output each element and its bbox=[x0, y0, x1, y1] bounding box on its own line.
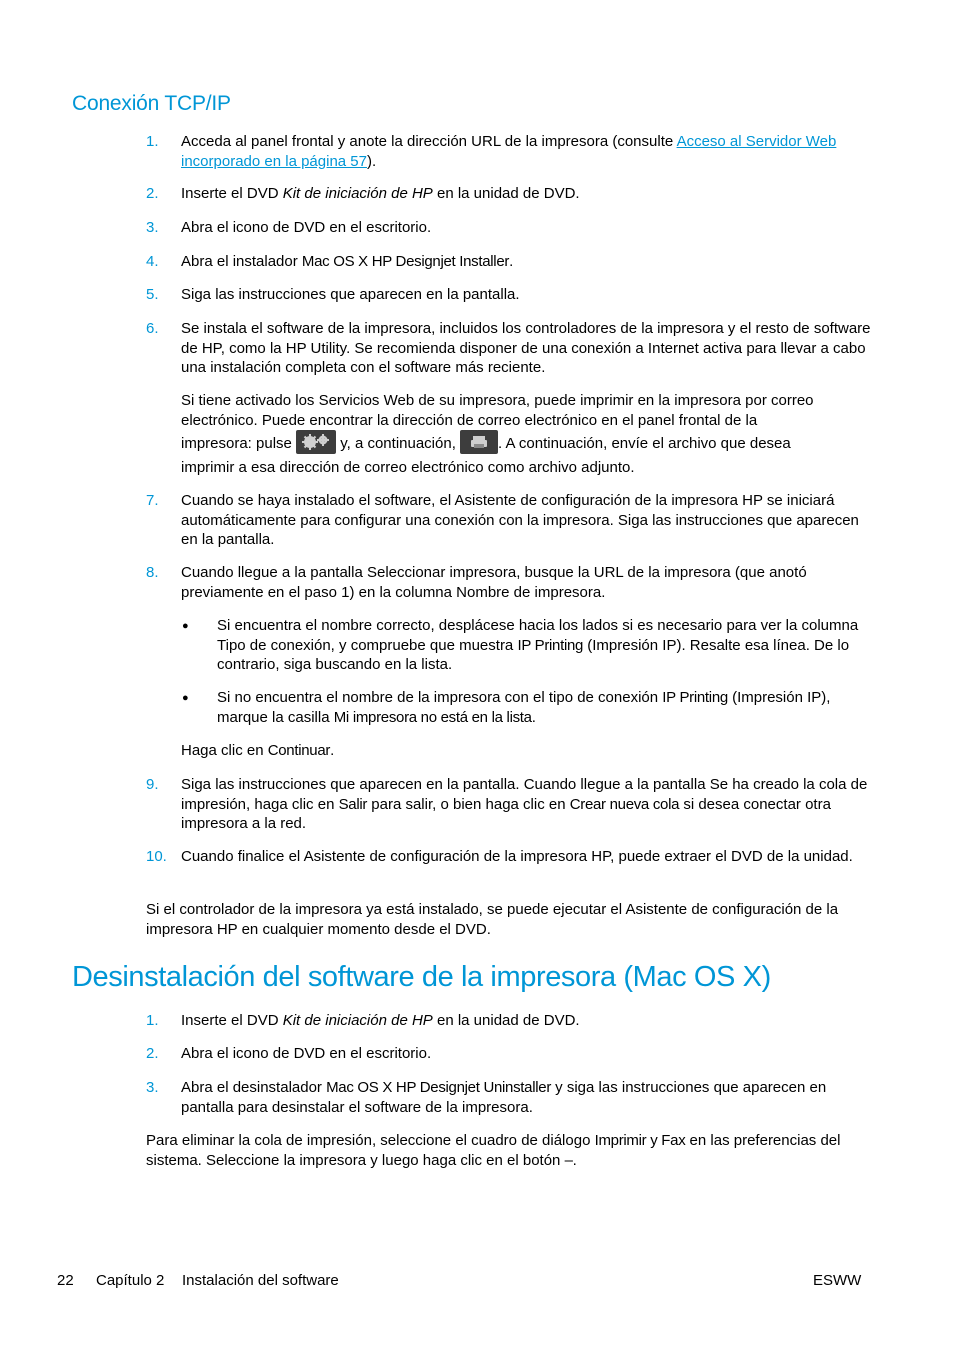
step-text: Abra el desinstalador Mac OS X HP Designjet Uninstaller y siga las instrucciones que aparecen en pantalla para desinstalar el software de la impresora. bbox=[181, 1079, 827, 1116]
step-text: Siga las instrucciones que aparecen en la pantalla. bbox=[181, 286, 520, 303]
step-text: Abra el icono de DVD en el escritorio. bbox=[181, 219, 432, 236]
step-number: 2. bbox=[146, 185, 159, 202]
bullet: ● bbox=[182, 692, 189, 704]
step-text: Cuando llegue a la pantalla Seleccionar impresora, busque la URL de la impresora (que anotó previamente en el paso 1) en la columna Nombre de impresora. bbox=[181, 564, 807, 601]
step-text: Inserte el DVD Kit de iniciación de HP en la unidad de DVD. bbox=[181, 1012, 580, 1029]
step-text: Abra el instalador Mac OS X HP Designjet Installer. bbox=[181, 253, 514, 270]
ui-term: Salir bbox=[338, 795, 368, 813]
footer-chapter: Capítulo 2 bbox=[96, 1272, 165, 1289]
step-note: Si tiene activado los Servicios Web de su impresora, puede imprimir en la impresora por correo electrónico. Puede encontrar la dirección de correo electrónico en el panel frontal de la bbox=[181, 392, 814, 429]
step-note-icons: impresora: pulse y, a continuación, . A continuación, envíe el archivo que desea bbox=[181, 432, 871, 456]
step-number: 1. bbox=[146, 1012, 159, 1029]
ui-term: IP Printing bbox=[662, 689, 728, 706]
ui-term: Crear nueva cola bbox=[569, 795, 680, 813]
step-number: 9. bbox=[146, 776, 159, 793]
section-closing-paragraph: Si el controlador de la impresora ya está instalado, se puede ejecutar el Asistente de configuración de la impresora HP en cualquier momento desde el DVD. bbox=[146, 901, 839, 938]
step-number: 8. bbox=[146, 564, 159, 581]
step-number: 4. bbox=[146, 253, 159, 270]
step-text: Abra el icono de DVD en el escritorio. bbox=[181, 1045, 432, 1062]
step-text: Inserte el DVD Kit de iniciación de HP en la unidad de DVD. bbox=[181, 185, 580, 202]
step-number: 3. bbox=[146, 1079, 159, 1096]
footer-chapter-title: Instalación del software bbox=[182, 1272, 339, 1289]
section-title-uninstall: Desinstalación del software de la impresora (Mac OS X) bbox=[72, 961, 771, 993]
bullet-text: Si no encuentra el nombre de la impresora con el tipo de conexión IP Printing (Impresión IP), marque la casilla Mi impresora no está en la lista. bbox=[217, 689, 831, 726]
step-number: 10. bbox=[146, 848, 167, 865]
ui-term: Mac OS X HP Designjet Installer bbox=[301, 253, 510, 270]
step-text: Acceda al panel frontal y anote la dirección URL de la impresora (consulte Acceso al Servidor Web incorporado en la página 57). bbox=[181, 133, 837, 170]
link-embedded-web-server[interactable]: Acceso al Servidor Web incorporado en la página 57 bbox=[181, 133, 837, 170]
printer-icon bbox=[460, 430, 498, 454]
step-text: Cuando finalice el Asistente de configuración de la impresora HP, puede extraer el DVD de la unidad. bbox=[181, 848, 853, 865]
settings-icon bbox=[296, 430, 336, 454]
step-number: 7. bbox=[146, 492, 159, 509]
bullet: ● bbox=[182, 620, 189, 632]
ui-term: – bbox=[564, 1151, 573, 1169]
ui-term: Mac OS X HP Designjet Uninstaller bbox=[326, 1079, 552, 1096]
step-text: Cuando se haya instalado el software, el Asistente de configuración de la impresora HP se iniciará automáticamente para configurar una conexión con la impresora. Siga las instrucciones que aparecen en la pantalla. bbox=[181, 492, 859, 548]
step-number: 6. bbox=[146, 320, 159, 337]
ui-term: Continuar bbox=[267, 742, 331, 759]
step-text: Se instala el software de la impresora, incluidos los controladores de la impresora y el resto de software de HP, como la HP Utility. Se recomienda disponer de una conexión a Internet activa para llevar a cabo una instalación completa con el software más reciente. bbox=[181, 320, 871, 376]
ui-term: IP Printing bbox=[517, 636, 584, 654]
step-number: 3. bbox=[146, 219, 159, 236]
step-note: Haga clic en Continuar. bbox=[181, 742, 335, 759]
ui-term: Mi impresora no está en la lista bbox=[333, 708, 532, 726]
section-closing-paragraph: Para eliminar la cola de impresión, seleccione el cuadro de diálogo Imprimir y Fax en las preferencias del sistema. Seleccione la impresora y luego haga clic en el botón –. bbox=[146, 1132, 841, 1169]
step-number: 1. bbox=[146, 133, 159, 150]
ui-term: Imprimir y Fax bbox=[594, 1132, 686, 1149]
section-title-tcpip: Conexión TCP/IP bbox=[72, 92, 231, 115]
page-number: 22 bbox=[57, 1272, 74, 1289]
footer-code: ESWW bbox=[813, 1272, 862, 1289]
step-note: imprimir a esa dirección de correo electrónico como archivo adjunto. bbox=[181, 459, 635, 476]
bullet-text: Si encuentra el nombre correcto, desplácese hacia los lados si es necesario para ver la columna Tipo de conexión, y compruebe que muestra IP Printing (Impresión IP). Resalte esa línea. De lo contrario, siga buscando en la lista. bbox=[217, 617, 859, 673]
step-text: Siga las instrucciones que aparecen en la pantalla. Cuando llegue a la pantalla Se ha creado la cola de impresión, haga clic en Salir para salir, o bien haga clic en Crear nueva cola si desea conectar otra impresora a la red. bbox=[181, 776, 868, 832]
step-number: 2. bbox=[146, 1045, 159, 1062]
step-number: 5. bbox=[146, 286, 159, 303]
